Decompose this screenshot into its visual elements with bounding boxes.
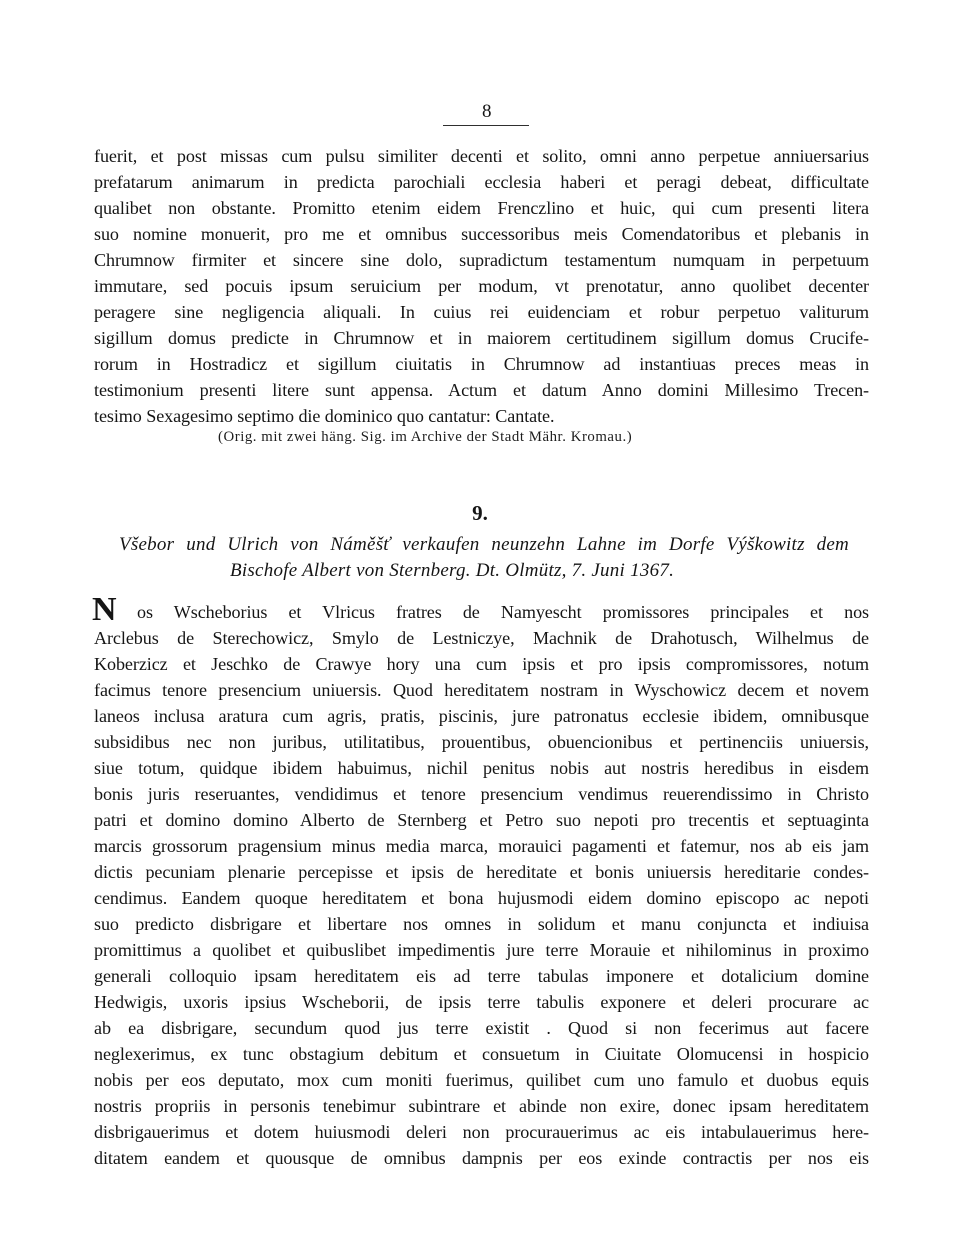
previous-document-line: Chrumnow firmiter et sincere sine dolo, supradictum testamentum numquam in perpetuum (94, 250, 869, 270)
document-line: subsidibus nec non juribus, utilitatibus, prouentibus, obuencionibus et pertinenciis uniuersis, (94, 732, 869, 752)
previous-document-line: suo nomine monuerit, pro me et omnibus successoribus meis Comendatoribus et plebanis in (94, 224, 869, 244)
document-line: laneos inclusa aratura cum agris, pratis, piscinis, jure patronatus ecclesie ibidem, omnibusque (94, 706, 869, 726)
previous-document-line: rorum in Hostradicz et sigillum ciuitatis in Chrumnow ad instantiuas preces meas in (94, 354, 869, 374)
previous-document-line: sigillum domus predicte in Chrumnow et in maiorem certitudinem sigillum domus Crucife- (94, 328, 869, 348)
previous-document-line: fuerit, et post missas cum pulsu similiter decenti et solito, omni anno perpetue anniuersarius (94, 146, 869, 166)
document-line: cendimus. Eandem quoque hereditatem et bona hujusmodi eidem domino episcopo ac nepoti (94, 888, 869, 908)
document-line: Arclebus de Sterechowicz, Smylo de Lestniczye, Machnik de Drahotusch, Wilhelmus de (94, 628, 869, 648)
document-line: bonis juris reseruantes, vendidimus et tenore presencium vendimus reuerendissimo in Christo (94, 784, 869, 804)
page-number: 8 (482, 101, 492, 122)
document-line: dictis pecuniam plenarie percepisse et ipsis de hereditate et bonis uniuersis hereditarie condes- (94, 862, 869, 882)
previous-document-line: prefatarum animarum in predicta parochiali ecclesia haberi et peragi debeat, difficultate (94, 172, 869, 192)
previous-document-line: peragere sine negligencia aliquali. In cuius rei euidenciam et robur perpetuo valiturum (94, 302, 869, 322)
previous-document-last-line: tesimo Sexagesimo septimo die dominico quo cantatur: Cantate. (94, 406, 555, 426)
document-heading-line: Bischofe Albert von Sternberg. Dt. Olmütz, 7. Juni 1367. (230, 560, 675, 581)
document-line: Koberzicz et Jeschko de Crawye hory una cum ipsis et pro ipsis compromissores, notum (94, 654, 869, 674)
previous-document-line: qualibet non obstante. Promitto etenim eidem Frenczlino et huic, qui cum presenti litera (94, 198, 869, 218)
document-line: patri et domino domino Alberto de Sternberg et Petro suo nepoti pro trecentis et septuaginta (94, 810, 869, 830)
document-line: nostris propriis in personis tenebimur subintrare et abinde non exire, donec ipsam hereditatem (94, 1096, 869, 1116)
document-line: siue totum, quidque ibidem habuimus, nichil penitus nobis aut nostris heredibus in eisdem (94, 758, 869, 778)
document-line: Hedwigis, uxoris ipsius Wscheborii, de ipsis terre tabulis exponere et deleri procurare ac (94, 992, 869, 1012)
document-heading-line: Všebor und Ulrich von Náměšť verkaufen neunzehn Lahne im Dorfe Výškowitz dem (119, 534, 849, 555)
document-number: 9. (472, 501, 488, 525)
page-number-rule (443, 125, 529, 126)
previous-document-line: testimonium presenti litere sunt appensa. Actum et datum Anno domini Millesimo Trecen- (94, 380, 869, 400)
document-line: nobis per eos deputato, mox cum moniti fuerimus, quilibet cum uno famulo et duobus equis (94, 1070, 869, 1090)
document-line: marcis grossorum pragensium minus media marca, morauici pagamenti et fatemur, nos ab eis jam (94, 836, 869, 856)
document-line: generali colloquio ipsam hereditatem eis ad terre tabulas imponere et dotalicium domine (94, 966, 869, 986)
document-line: neglexerimus, ex tunc obstagium debitum et consuetum in Ciuitate Olomucensi in hospicio (94, 1044, 869, 1064)
document-line: suo predicto disbrigare et libertare nos omnes in solidum et manu conjuncta et indiuisa (94, 914, 869, 934)
decorative-initial-letter: N (92, 591, 116, 628)
document-line: promittimus a quolibet et quibuslibet impedimentis jure terre Morauie et nihilominus in proximo (94, 940, 869, 960)
previous-document-line: immutare, sed pocuis ipsum seruicium per modum, vt prenotatur, anno quolibet decenter (94, 276, 869, 296)
archive-source-note: (Orig. mit zwei häng. Sig. im Archive der Stadt Mähr. Kromau.) (218, 429, 633, 445)
document-line: ab ea disbrigare, secundum quod jus terre existit . Quod si non fecerimus aut facere (94, 1018, 869, 1038)
document-line: facimus tenore presencium uniuersis. Quod hereditatem nostram in Wyschowicz decem et novem (94, 680, 869, 700)
document-line-first: os Wscheborius et Vlricus fratres de Namyescht promissores principales et nos (137, 602, 869, 622)
document-line: disbrigauerimus et dotem huiusmodi deleri non procurauerimus ac eis intabulauerimus here- (94, 1122, 869, 1142)
document-line: ditatem eandem et quousque de omnibus dampnis per eos exinde contractis per nos eis (94, 1148, 869, 1168)
